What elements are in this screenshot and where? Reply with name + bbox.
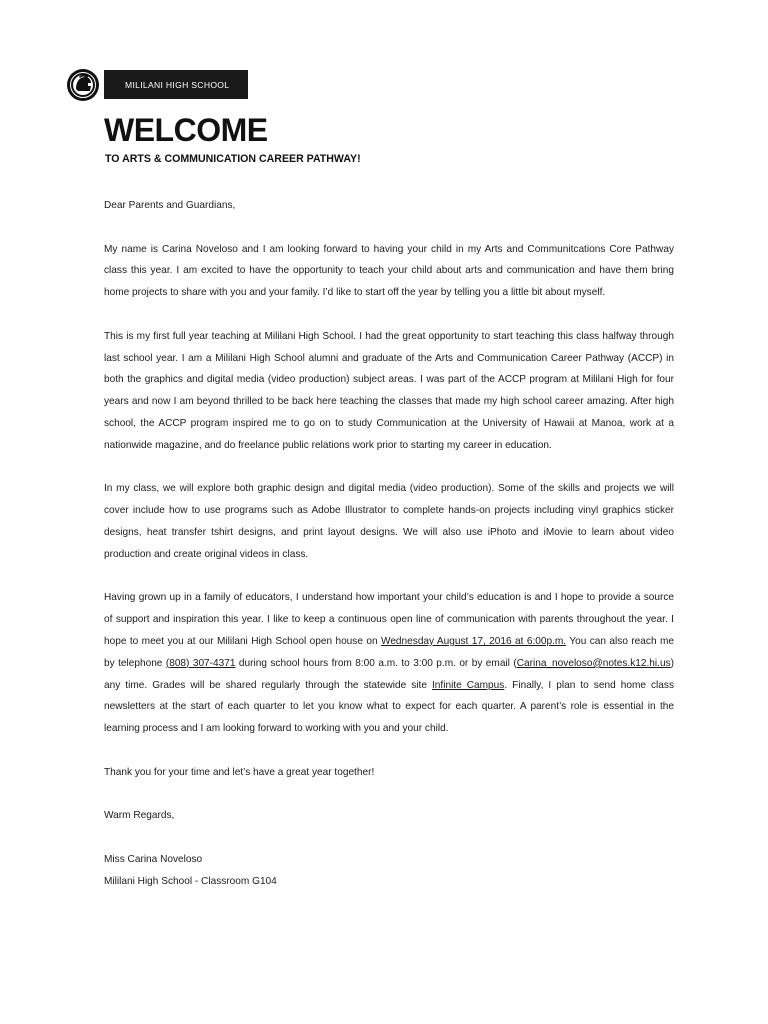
text-span: You can also reach me by telephone xyxy=(104,635,674,669)
text-span: during school hours from 8:00 a.m. to 3:00 p.m. or by email ( xyxy=(235,657,517,669)
page-title: WELCOME xyxy=(104,112,268,148)
thank-you-line: Thank you for your time and let’s have a great year together! xyxy=(104,766,375,778)
salutation: Dear Parents and Guardians, xyxy=(104,200,236,211)
school-name-banner xyxy=(104,70,248,99)
text-span: Having grown up in a family of educators, I understand how important your child’s education is and I hope to provide a source of support and inspiration this year. I like to keep a continuous open line of communication with parents throughout the year. I hope to meet you at our Mililani High School open house on xyxy=(104,592,674,647)
signature-location: Mililani High School - Classroom G104 xyxy=(104,875,277,887)
open-house-date: Wednesday August 17, 2016 at 6:00p.m. xyxy=(380,635,567,647)
trojan-helmet-seal-icon xyxy=(67,69,99,101)
email-link[interactable]: Carina_noveloso@notes.k12.hi.us xyxy=(516,657,671,669)
text-span: . Finally, I plan to send home class newsletters at the start of each quarter to let you know what to expect for each quarter. A parent’s role is essential in the learning process and I am looking forward to working with you and your child. xyxy=(104,679,674,735)
grades-site-link[interactable]: Infinite Campus xyxy=(431,679,505,691)
signature-name: Miss Carina Noveloso xyxy=(104,853,203,865)
school-name: MILILANI HIGH SCHOOL xyxy=(125,79,230,90)
signature-block xyxy=(104,849,674,893)
page-subtitle: TO ARTS & COMMUNICATION CAREER PATHWAY! xyxy=(105,153,361,165)
phone-number: (808) 307-4371 xyxy=(165,657,236,669)
paragraph-class-overview: In my class, we will explore both graphic design and digital media (video production). Some of the skills and projects we will cover include how to use programs such as Adobe Illustrator to complete hands-on projects including vinyl graphics sticker designs, heat transfer tshirt designs, and print layout designs. We will also use iPhoto and iMovie to learn about video production and create original videos in class. xyxy=(104,483,674,560)
paragraph-introduction: My name is Carina Noveloso and I am looking forward to having your child in my Arts and Communitcations Core Pathway class this year. I am excited to have the opportunity to teach your child about arts and communication and have them bring home projects to share with you and your family. I’d like to start off the year by telling you a little bit about myself. xyxy=(104,243,674,299)
text-span: ) any time. Grades will be shared regularly through the statewide site xyxy=(104,657,674,691)
letterhead xyxy=(67,69,253,101)
paragraph-communication xyxy=(104,587,674,740)
closing: Warm Regards, xyxy=(104,810,175,822)
letter-body xyxy=(104,195,674,893)
paragraph-background: This is my first full year teaching at Mililani High School. I had the great opportunity to start teaching this class halfway through last school year. I am a Mililani High School alumni and graduate of the Arts and Communication Career Pathway (ACCP) in both the graphics and digital media (video production) subject areas. I was part of the ACCP program at Mililani High for four years and now I am beyond thrilled to be back here teaching the classes that made my high school career amazing. After high school, the ACCP program inspired me to go on to study Communication at the University of Hawaii at Manoa, work at a nationwide magazine, and do freelance public relations work prior to starting my career in education. xyxy=(104,330,674,451)
